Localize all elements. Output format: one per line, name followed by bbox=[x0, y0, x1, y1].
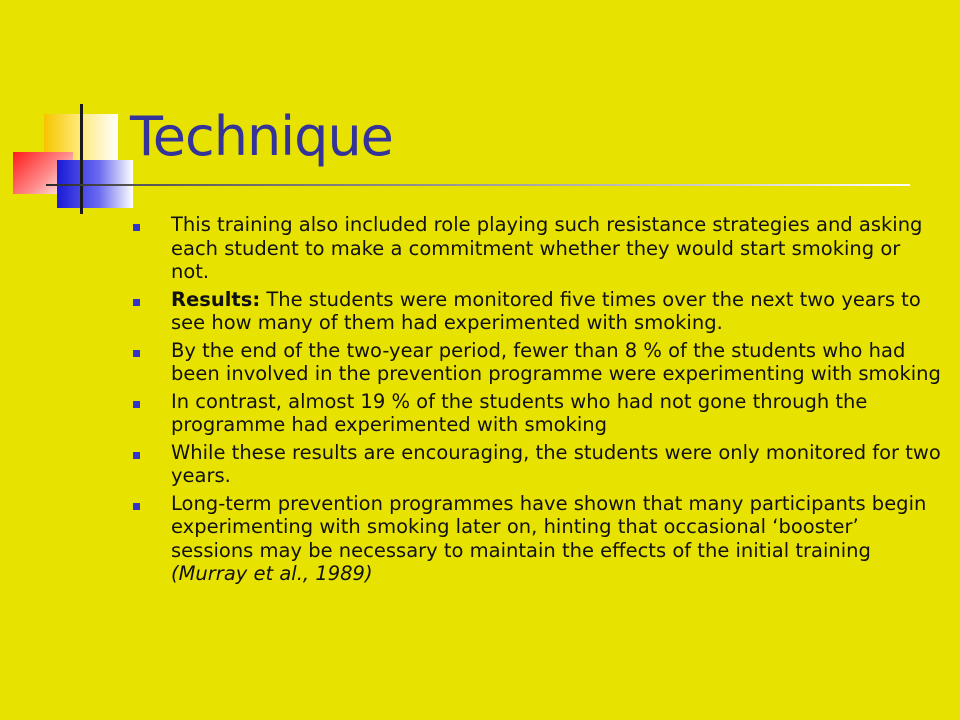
bullet-item bbox=[130, 339, 942, 386]
bullet-item bbox=[130, 492, 942, 586]
square-bullet-icon bbox=[133, 503, 140, 510]
square-bullet-icon bbox=[133, 452, 140, 459]
square-bullet-icon bbox=[133, 350, 140, 357]
square-bullet-icon bbox=[133, 224, 140, 231]
bullet-lead: Results: bbox=[171, 287, 261, 311]
logo-vertical-line bbox=[80, 104, 83, 214]
bullet-item bbox=[130, 390, 942, 437]
citation: (Murray et al., 1989) bbox=[171, 562, 373, 585]
decorative-logo bbox=[0, 0, 140, 220]
bullet-item bbox=[130, 441, 942, 488]
bullet-body: The students were monitored five times over the next two years to see how many of them had experimented with smoking. bbox=[171, 287, 921, 334]
slide-title: Technique bbox=[130, 105, 393, 168]
bullet-body: Long-term prevention programmes have shown that many participants begin experimenting with smoking later on, hinting that occasional ‘booster’ sessions may be necessary to maintain the effects of the initial training bbox=[171, 491, 927, 562]
bullet-text: By the end of the two-year period, fewer than 8 % of the students who had been involved in the prevention programme were experimenting with smoking bbox=[171, 338, 941, 385]
bullet-list bbox=[130, 213, 942, 590]
title-underline bbox=[46, 184, 910, 186]
bullet-text: In contrast, almost 19 % of the students who had not gone through the programme had experimented with smoking bbox=[171, 389, 868, 436]
bullet-text: This training also included role playing such resistance strategies and asking each student to make a commitment whether they would start smoking or not. bbox=[171, 213, 923, 283]
bullet-text: While these results are encouraging, the students were only monitored for two years. bbox=[171, 440, 941, 487]
square-bullet-icon bbox=[133, 401, 140, 408]
bullet-item bbox=[130, 288, 942, 335]
bullet-item bbox=[130, 213, 942, 284]
bullet-text bbox=[171, 288, 921, 335]
square-bullet-icon bbox=[133, 299, 140, 306]
bullet-text bbox=[171, 492, 926, 586]
